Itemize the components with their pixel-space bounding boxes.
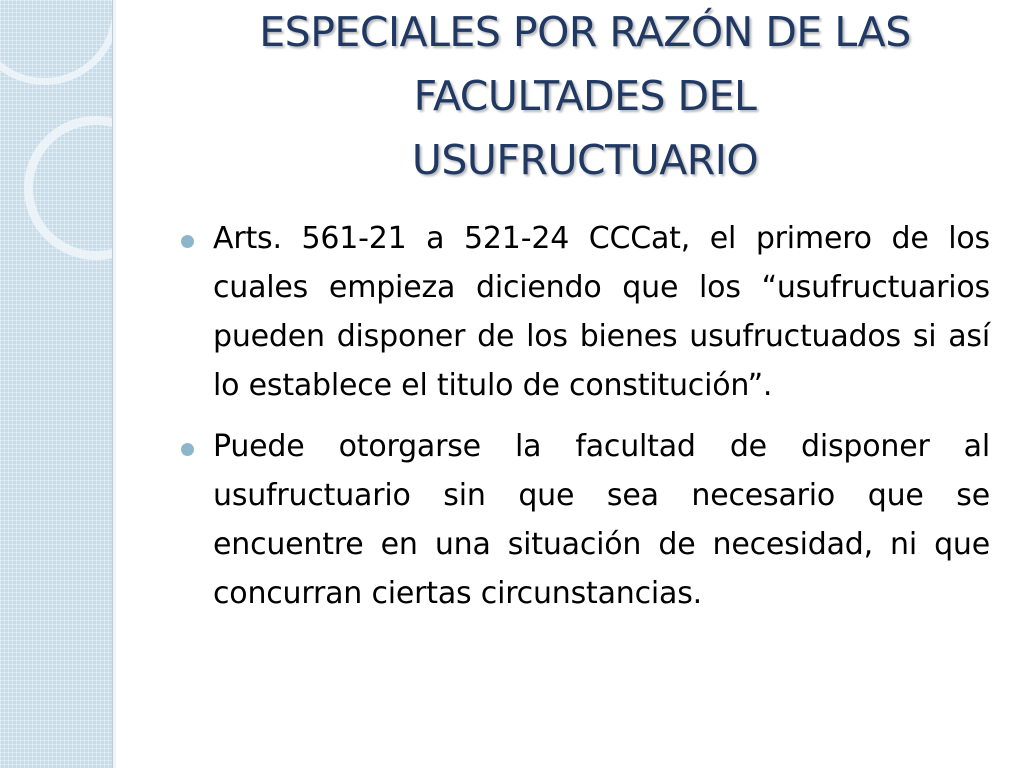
decorative-ring	[0, 0, 112, 85]
decorative-sidebar	[0, 0, 112, 768]
decorative-ring	[24, 116, 112, 260]
sidebar-divider	[112, 0, 116, 768]
slide-title-line: USUFRUCTUARIO	[411, 136, 759, 184]
bullet-text: Puede otorgarse la facultad de disponer al usufructuario sin que sea necesario que se encuentre en una situación de necesidad, ni que concurran ciertas circunstancias.	[213, 429, 990, 611]
slide-title-line: FACULTADES DEL	[413, 72, 757, 120]
bullet-text: Arts. 561-21 a 521-24 CCCat, el primero de los cuales empieza diciendo que los “usufructuarios pueden disponer de los bienes usufructuados si así lo establece el titulo de constitución”.	[213, 221, 990, 403]
slide-title	[170, 0, 1000, 192]
slide-title-line: ESPECIALES POR RAZÓN DE LAS	[259, 8, 911, 56]
bullet-item	[175, 422, 990, 618]
bullet-dot-icon	[181, 443, 194, 456]
bullet-item	[175, 214, 990, 410]
bullet-dot-icon	[181, 235, 194, 248]
bullet-list	[175, 214, 990, 630]
